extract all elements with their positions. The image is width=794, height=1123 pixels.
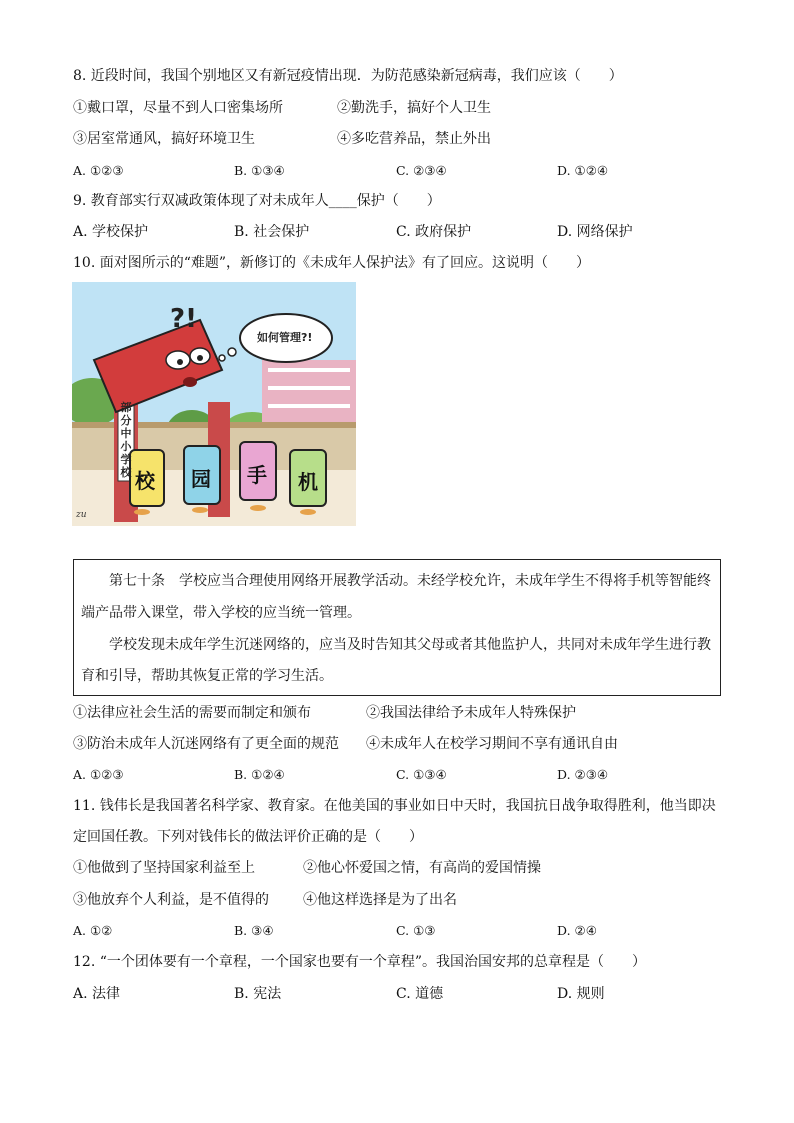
q11-statement-3: ③他放弃个人利益，是不值得的	[73, 892, 269, 908]
q10-option-d[interactable]: D. ②③④	[557, 767, 609, 782]
q11-statement-4: ④他这样选择是为了出名	[303, 892, 457, 908]
question-exclamation-marks: ?!	[170, 304, 197, 334]
q11-statement-2: ②他心怀爱国之情，有高尚的爱国情操	[303, 860, 541, 876]
q9-option-a[interactable]: A. 学校保护	[73, 224, 149, 240]
q8-option-c[interactable]: C. ②③④	[396, 163, 447, 178]
q8-option-a[interactable]: A. ①②③	[73, 163, 124, 178]
gate-sign-text: 部 分 中 小 学 校	[120, 401, 132, 479]
q12-option-d[interactable]: D. 规则	[557, 986, 605, 1002]
question-12-stem: 12. “一个团体要有一个章程，一个国家也要有一个章程”。我国治国安邦的总章程是（ ）	[73, 954, 647, 970]
question-11-stem-line-1: 11. 钱伟长是我国著名科学家、教育家。在他美国的事业如日中天时，我国抗日战争取得胜利，他当即决	[73, 798, 716, 814]
q9-option-d[interactable]: D. 网络保护	[557, 224, 633, 240]
speech-bubble-text: 如何管理?!	[257, 331, 313, 344]
law-text-line-1: 第七十条 学校应当合理使用网络开展教学活动。未经学校允许，未成年学生不得将手机等智能终	[109, 573, 711, 589]
phone-label-3: 手	[247, 463, 267, 487]
question-8-stem: 8. 近段时间，我国个别地区又有新冠疫情出现．为防范感染新冠病毒，我们应该（ ）	[73, 68, 623, 84]
q12-option-a[interactable]: A. 法律	[73, 986, 121, 1002]
q11-option-a[interactable]: A. ①②	[73, 923, 113, 938]
q10-option-c[interactable]: C. ①③④	[396, 767, 447, 782]
phone-label-2: 园	[191, 467, 211, 491]
phone-label-4: 机	[298, 470, 318, 494]
phone-label-1: 校	[135, 469, 155, 493]
q11-statement-1: ①他做到了坚持国家利益至上	[73, 860, 255, 876]
q8-statement-1: ①戴口罩，尽量不到人口密集场所	[73, 100, 283, 116]
law-text-line-3: 学校发现未成年学生沉迷网络的，应当及时告知其父母或者其他监护人，共同对未成年学生进行教	[109, 637, 711, 653]
law-text-line-4: 育和引导，帮助其恢复正常的学习生活。	[81, 668, 333, 684]
q10-statement-1: ①法律应社会生活的需要而制定和颁布	[73, 705, 311, 721]
q10-option-b[interactable]: B. ①②④	[234, 767, 285, 782]
cartoon-illustration	[72, 282, 356, 526]
q8-statement-2: ②勤洗手，搞好个人卫生	[337, 100, 491, 116]
q8-statement-3: ③居室常通风，搞好环境卫生	[73, 131, 255, 147]
q9-option-b[interactable]: B. 社会保护	[234, 224, 310, 240]
q9-option-c[interactable]: C. 政府保护	[396, 224, 472, 240]
q8-option-d[interactable]: D. ①②④	[557, 163, 609, 178]
q10-statement-2: ②我国法律给予未成年人特殊保护	[366, 705, 576, 721]
question-10-stem: 10. 面对图所示的“难题”，新修订的《未成年人保护法》有了回应。这说明（ ）	[73, 255, 591, 271]
q11-option-d[interactable]: D. ②④	[557, 923, 597, 938]
question-9-stem: 9. 教育部实行双减政策体现了对未成年人____保护（ ）	[73, 193, 441, 209]
q10-statement-3: ③防治未成年人沉迷网络有了更全面的规范	[73, 736, 339, 752]
q12-option-c[interactable]: C. 道德	[396, 986, 444, 1002]
q10-option-a[interactable]: A. ①②③	[73, 767, 124, 782]
q11-option-b[interactable]: B. ③④	[234, 923, 274, 938]
q10-statement-4: ④未成年人在校学习期间不享有通讯自由	[366, 736, 618, 752]
q12-option-b[interactable]: B. 宪法	[234, 986, 282, 1002]
q8-statement-4: ④多吃营养品，禁止外出	[337, 131, 491, 147]
law-text-line-2: 端产品带入课堂，带入学校的应当统一管理。	[81, 605, 361, 621]
law-article-box	[73, 559, 721, 696]
q8-option-b[interactable]: B. ①③④	[234, 163, 285, 178]
artist-signature: zu	[76, 510, 87, 520]
question-11-stem-line-2: 定回国任教。下列对钱伟长的做法评价正确的是（ ）	[73, 829, 423, 845]
q11-option-c[interactable]: C. ①③	[396, 923, 436, 938]
